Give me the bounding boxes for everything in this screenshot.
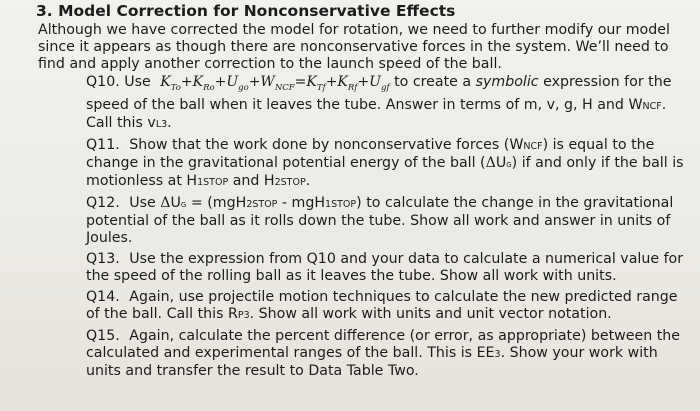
question-list (86, 74, 686, 380)
q11-text-d: and (232, 172, 260, 189)
section-heading: 3. Model Correction for Nonconservative Effects (36, 2, 456, 20)
question-q13 (86, 251, 686, 285)
q12-label: Q12. (86, 194, 120, 211)
q13-label: Q13. (86, 250, 120, 267)
q15-text-a: Again, calculate the percent difference (or error, as appropriate) between the calculated and experimental ranges of the ball. This is (86, 327, 681, 361)
q12-text-a: Use (129, 194, 156, 211)
q15-label: Q15. (86, 327, 120, 344)
q15-ee3: EE3 (476, 344, 501, 361)
question-q15 (86, 328, 686, 380)
q10-label: Q10. Use (86, 74, 151, 90)
q14-text-a: Again, use projectile motion techniques to calculate the new predicted range of the ball. Call this (86, 288, 678, 322)
q11-text-a: Show that the work done by nonconservative forces ( (129, 136, 510, 153)
q11-text-c: ) if and only if the ball is motionless at (86, 154, 684, 189)
q12-equation: = (mgH2STOP - mgH1STOP) (190, 194, 362, 211)
q10-text-a: to create a (394, 74, 472, 90)
question-q10 (86, 74, 686, 133)
q11-text-e: . (305, 172, 311, 189)
q14-label: Q14. (86, 288, 120, 305)
q14-text-b: . Show all work with units and unit vector notation. (249, 305, 612, 322)
q10-symbolic: symbolic (475, 74, 539, 90)
q11-h1stop: H1STOP (186, 172, 229, 189)
q10-wncf: WNCF (628, 96, 662, 113)
q12-text-c: to calculate the change in the gravitational potential of the ball as it rolls down the tube. Show all work and answer in units of Joules. (86, 194, 674, 246)
q11-label: Q11. (86, 136, 120, 153)
q10-vl3: vL3 (147, 114, 168, 131)
q10-energy-formula: $K_{To}+K_{Ro}+U_{go}+W_{NCF}=K_{Tf}+K_{Rf}+U_{gf}$ (160, 74, 390, 93)
question-q14 (86, 289, 686, 324)
q11-text-b: ) is equal to the change in the gravitational potential energy of the ball ( (86, 136, 655, 171)
question-q12 (86, 195, 686, 247)
q13-text: Use the expression from Q10 and your data to calculate a numerical value for the speed of the rolling ball as it leaves the tube. Show all work with units. (86, 250, 684, 284)
question-q11 (86, 137, 686, 191)
q10-text-b: expression for the speed of the ball when it leaves the tube. Answer in terms of m, v, g, H and (86, 74, 672, 113)
q11-wncf: WNCF (509, 136, 543, 153)
q14-rp3: RP3 (227, 305, 250, 322)
q10-text-c: . Call this (86, 96, 667, 131)
q10-text-d: . (167, 114, 172, 131)
q11-h2stop: H2STOP (263, 172, 306, 189)
q12-delta-ug: ΔUg (160, 194, 187, 211)
q11-delta-ug: ΔUg (485, 154, 512, 171)
q15-text-b: . Show your work with units and transfer the result to Data Table Two. (86, 344, 658, 379)
section-intro: Although we have corrected the model for rotation, we need to further modify our model since it appears as though there are nonconservative forces in the system. We’ll need to find and apply another correction to the launch speed of the ball. (38, 22, 670, 72)
